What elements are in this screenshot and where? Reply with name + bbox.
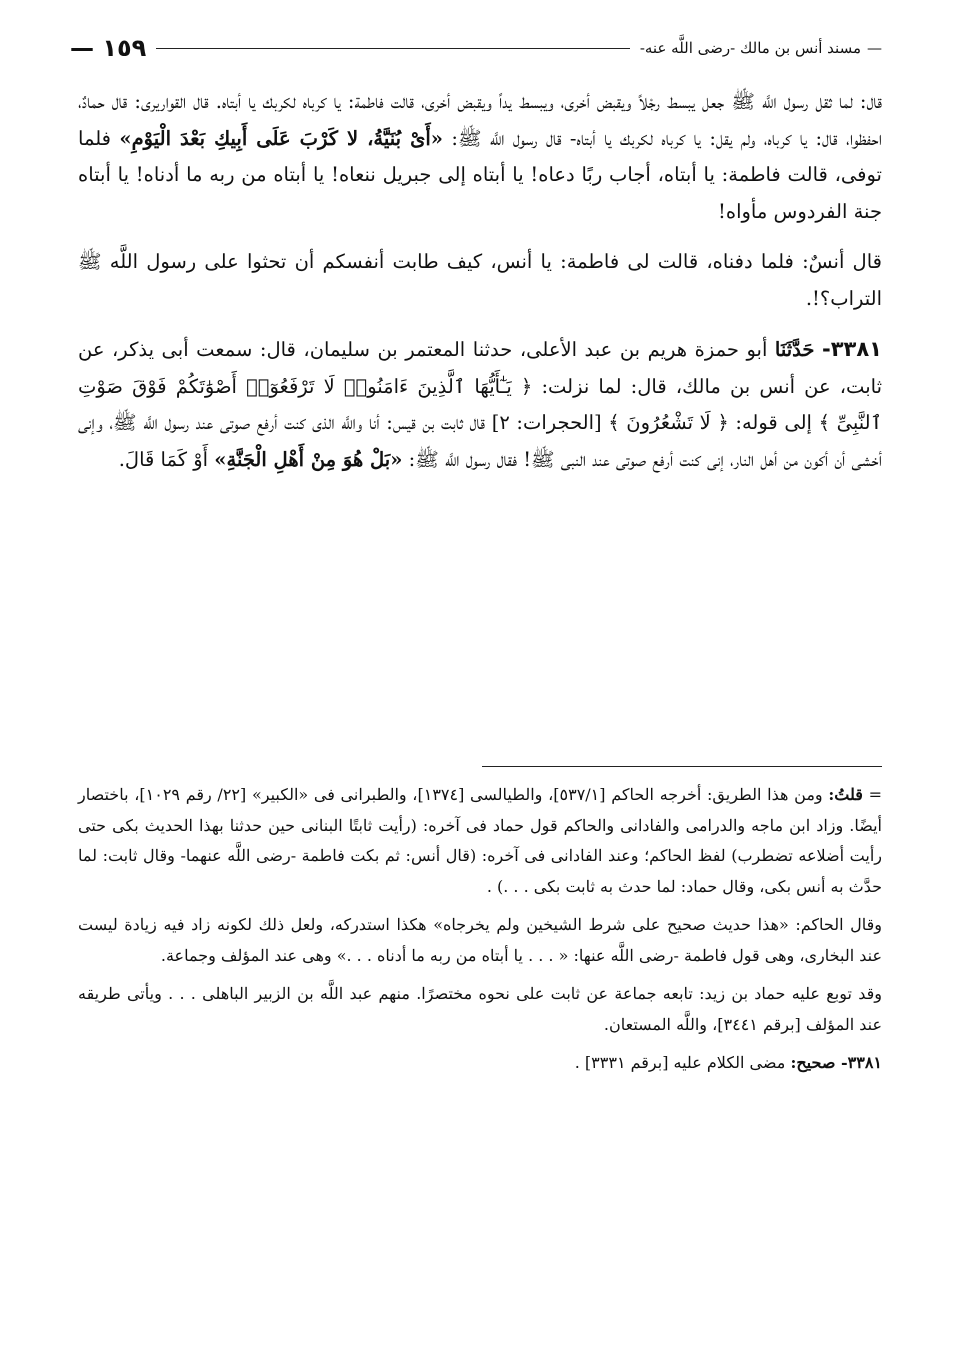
page-number	[70, 34, 146, 62]
hadith-number: ٣٣٨١-	[822, 337, 883, 361]
header-rule	[156, 48, 630, 49]
footnote-2-text: وقال الحاكم: «هذا حديث صحيح على شرط الشيخين ولم يخرجاه» هكذا استدركه، ولعل ذلك لكونه زاد فيه زيادة ليست عند البخارى، وهى قول فاطمة -رضى اللَّه عنها: « . . . يا أبتاه من ربه ما أدناه . . .» وهى عند المؤلف وجماعة.	[78, 915, 882, 965]
footnote-3-text: وقد توبع عليه حماد بن زيد: تابعه جماعة عن ثابت على نحوه مختصرًا. منهم عبد اللَّه بن الزبير الباهلى . . . ويأتى طريقه عند المؤلف [برقم ٣٤٤١]، واللَّه المستعان.	[78, 984, 882, 1034]
page-number-text: ١٥٩	[102, 34, 147, 62]
page-header	[70, 30, 882, 66]
quran-verse-2: ﴿ لَا تَشْعُرُونَ ﴾	[608, 411, 729, 434]
footnote-3	[78, 979, 882, 1040]
verse-reference: [الحجرات: ٢]	[491, 411, 602, 434]
hadith-3381	[78, 331, 882, 478]
footnote-4-lead: ٣٣٨١- صحيح:	[790, 1053, 882, 1072]
main-text	[78, 84, 882, 492]
paragraph-1-part-b: فلما توفى، قالت فاطمة: يا أبتاه، أجاب ربًا دعاه! يا أبتاه إلى جبريل ننعاه! يا أبتاه من ربه ما أدناه! يا أبتاه جنة الفردوس مأواه!	[78, 126, 882, 223]
footnote-1	[78, 780, 882, 902]
prophet-quote-2: «بَلْ هُوَ مِنْ أَهْلِ الْجَنَّةِ»	[214, 447, 403, 471]
haddathana-word: حَدَّثَنَا	[774, 338, 815, 361]
footnotes	[78, 780, 882, 1087]
hadith-part-d: أَوْ كَمَا قَالَ.	[118, 447, 209, 471]
paragraph-2-text: قال أنسٌ: فلما دفناه، قالت لى فاطمة: يا أنس، كيف طابت أنفسكم أن تحثوا على رسول اللَّه ﷺ التراب؟!.	[78, 250, 882, 310]
footnote-continuation-marker: =	[868, 785, 883, 804]
page-number-dash: —	[70, 34, 94, 62]
hadith-part-b: إلى قوله:	[735, 411, 812, 434]
paragraph-1	[78, 84, 882, 230]
paragraph-2	[78, 244, 882, 317]
running-title	[640, 39, 882, 57]
header-dash: —	[867, 39, 882, 57]
footnote-4	[78, 1048, 882, 1079]
footnote-2	[78, 910, 882, 971]
footnote-1-text: ومن هذا الطريق: أخرجه الحاكم [٥٣٧/١]، والطيالسى [١٣٧٤]، والطبرانى فى «الكبير» [٢٢/ رقم ١٠٢٩]، باختصار أيضًا. وزاد ابن ماجه والدرامى والفادانى والحاكم قول حماد فى آخره: (رأيت ثابتًا البنانى حين حدثنا بهذا الحديث بكى حتى رأيت أضلاعه تضطرب) لفظ الحاكم؛ وعند الفادانى فى آخره: (قال أنس: ثم بكت فاطمة -رضى اللَّه عنهما- وقال ثابت: لما حدَّث به أنس بكى، وقال حماد: لما حدث به ثابت بكى . . .) .	[78, 785, 882, 896]
footnote-separator	[482, 766, 882, 767]
running-title-text: مسند أنس بن مالك -رضى اللَّه عنه-	[639, 39, 861, 57]
hadith-part-c: قال ثابت بن قيس: أنا واللَّه الذى كنت أرفع صوتى عند رسول اللَّه ﷺ، وإنى أخشى أن أكون من أهل النار، إنى كنت أرفع صوتى عند النبى ﷺ! فقال رسول اللَّه ﷺ:	[78, 411, 882, 471]
hadith-part-a: أبو حمزة هريم بن عبد الأعلى، حدثنا المعتمر بن سليمان، قال: سمعت أبى يذكر، عن ثابت، عن أنس بن مالك، قال: لما نزلت:	[78, 338, 882, 398]
prophet-quote-1: «أَىْ بُنَيَّةُ، لا كَرْبَ عَلَى أَبِيكِ بَعْدَ الْيَوْمِ»	[119, 126, 443, 150]
footnote-4-text: مضى الكلام عليه [برقم ٣٣٣١] .	[574, 1053, 786, 1072]
footnote-1-lead: قلتُ:	[828, 785, 863, 804]
paragraph-1-part-a: قال: لما ثقل رسول اللَّه ﷺ جعل يبسط رجْلاً ويقبض أخرى، ويبسط يداً ويقبض أخرى، قالت فاطمة: يا كرباه لكربك يا أبتاه. قال القواريرى: قال حمادٌ، احفظوا، قال: يا كرباه، ولم يقل: يا كرباه لكربك يا أبتاه- قال رسول اللَّه ﷺ:	[78, 90, 883, 150]
quran-verse-1: ﴿ يَـٰٓأَيُّهَا ٱلَّذِينَ ءَامَنُوا۟ لَا تَرْفَعُوٓا۟ أَصْوَٰتَكُمْ فَوْقَ صَوْتِ ٱلنَّبِىِّ ﴾	[78, 374, 882, 434]
